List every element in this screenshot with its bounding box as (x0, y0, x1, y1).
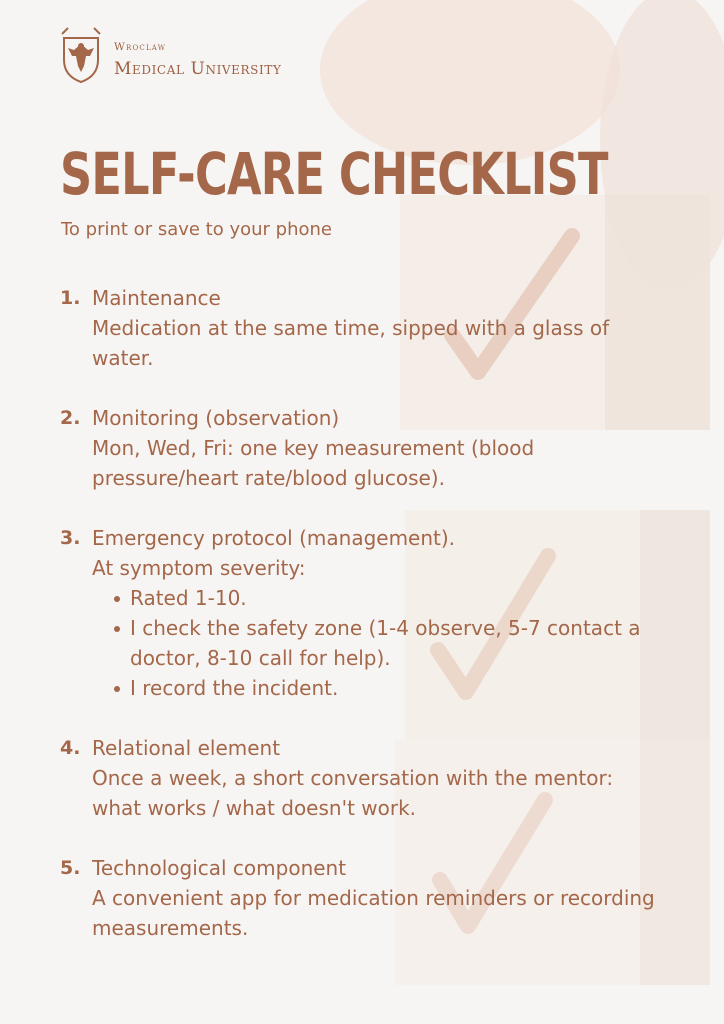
bullet-item: I check the safety zone (1-4 observe, 5-7 contact a doctor, 8-10 call for help). (112, 613, 660, 673)
item-bullet-list (92, 583, 660, 703)
checklist-item (60, 733, 660, 823)
checklist-item (60, 403, 660, 493)
item-number: 4. (60, 737, 81, 759)
eagle-crest-icon (60, 26, 102, 84)
item-description: Medication at the same time, sipped with a glass of water. (92, 316, 610, 370)
bullet-item: I record the incident. (112, 673, 660, 703)
checklist-item (60, 853, 660, 943)
logo-city: Wroclaw (114, 41, 167, 53)
checklist (60, 283, 660, 943)
item-heading: Emergency protocol (management). (92, 526, 456, 550)
checklist-item (60, 523, 660, 703)
item-heading: Monitoring (observation) (92, 406, 340, 430)
logo-university-name: Medical University (114, 59, 282, 79)
item-number: 1. (60, 287, 81, 309)
checklist-item (60, 283, 660, 373)
item-description: Once a week, a short conversation with the mentor: what works / what doesn't work. (92, 766, 614, 820)
university-logo (60, 26, 350, 86)
item-heading: Technological component (92, 856, 347, 880)
item-number: 2. (60, 407, 81, 429)
page-title: SELF-CARE CHECKLIST (60, 140, 608, 208)
item-number: 3. (60, 527, 81, 549)
item-description: Mon, Wed, Fri: one key measurement (blood pressure/heart rate/blood glucose). (92, 436, 535, 490)
item-number: 5. (60, 857, 81, 879)
item-description: A convenient app for medication reminders or recording measurements. (92, 886, 655, 940)
item-description: At symptom severity: (92, 556, 306, 580)
bullet-item: Rated 1-10. (112, 583, 660, 613)
item-heading: Maintenance (92, 286, 221, 310)
page-subtitle: To print or save to your phone (61, 219, 332, 240)
item-heading: Relational element (92, 736, 281, 760)
